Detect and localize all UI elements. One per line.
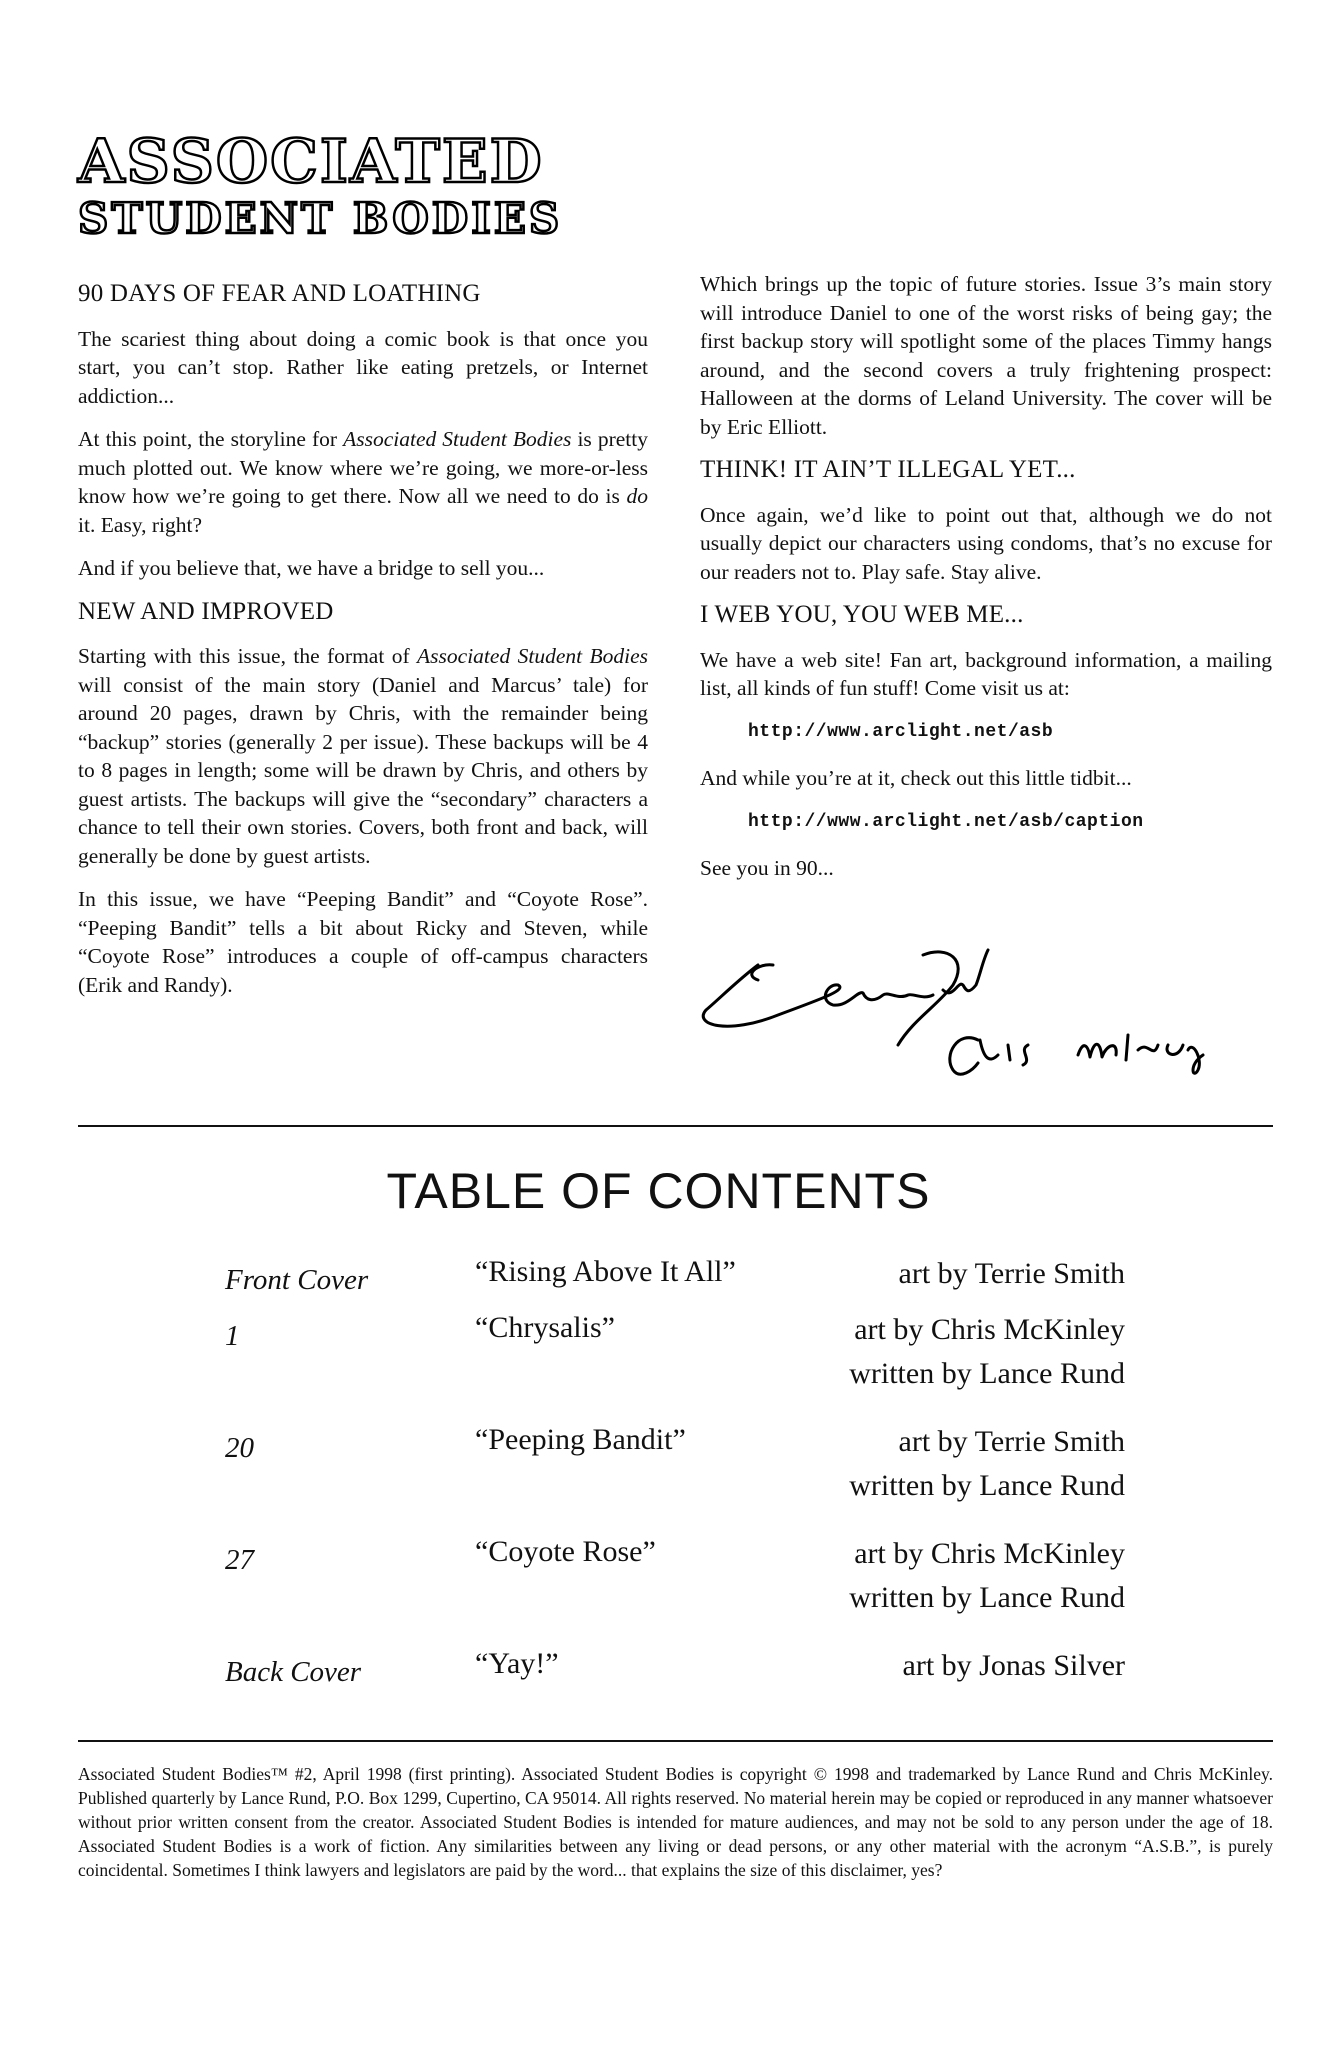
text: is pretty much plotted out. We know where we’re going, we more-or-less know how we’re going to get there. Now all we need to do is (78, 427, 648, 508)
right-column (700, 270, 1272, 898)
toc-row (225, 1252, 1125, 1308)
logo-line-2: STUDENT BODIES (78, 194, 563, 243)
title-italic: Associated Student Bodies (343, 427, 572, 451)
paragraph-tidbit: And while you’re at it, check out this little tidbit... (700, 766, 1132, 790)
toc-story: “Yay!” (475, 1647, 559, 1680)
toc-row (225, 1644, 1125, 1700)
toc-row (225, 1308, 1125, 1420)
do-italic: do (626, 484, 648, 508)
toc-credit (903, 1644, 1125, 1688)
text: At this point, the storyline for (78, 427, 344, 451)
divider-top (78, 1125, 1273, 1127)
paragraph-future-stories: Which brings up the topic of future stories. Issue 3’s main story will introduce Daniel to one of the worst risks of being gay; the first backup story will spotlight some of the places Timmy hangs around, and the second covers a truly frightening prospect: Halloween at the dorms of Leland University. The cover will be by Eric Elliott. (700, 272, 1272, 439)
paragraph-see-you: See you in 90... (700, 856, 834, 880)
toc-story: “Rising Above It All” (475, 1255, 736, 1288)
toc-credit-writer: written by Lance Rund (849, 1469, 1125, 1502)
toc-page: Front Cover (225, 1264, 369, 1296)
toc-credit-art: art by Terrie Smith (898, 1257, 1125, 1290)
text: will consist of the main story (Daniel and Marcus’ tale) for around 20 pages, drawn by Chris, with the remainder being “backup” stories (generally 2 per issue). These backups will be 4 to 8 pages in length; some will be drawn by Chris, and others by guest artists. The backups will give the “secondary” characters a chance to tell their own stories. Covers, both front and back, will generally be done by guest artists. (78, 672, 648, 868)
divider-bottom (78, 1740, 1273, 1742)
toc-page: 27 (225, 1544, 254, 1576)
toc-credit (849, 1532, 1125, 1620)
handwritten-signatures (698, 945, 1258, 1115)
toc-page: 1 (225, 1320, 240, 1352)
toc-credit-art: art by Terrie Smith (898, 1425, 1125, 1458)
toc-credit-art: art by Chris McKinley (854, 1313, 1125, 1346)
left-column (78, 276, 648, 1014)
toc-story: “Peeping Bandit” (475, 1423, 686, 1456)
heading-web: I WEB YOU, YOU WEB ME... (700, 601, 1024, 628)
paragraph-format (78, 642, 648, 870)
paragraph-storyline (78, 425, 648, 539)
logo-line-1: ASSOCIATED (78, 127, 544, 197)
website-url-link[interactable]: http://www.arclight.net/asb (748, 721, 1054, 742)
toc-credit-writer: written by Lance Rund (849, 1357, 1125, 1390)
table-of-contents (225, 1252, 1125, 1700)
toc-story: “Chrysalis” (475, 1311, 615, 1344)
text: Starting with this issue, the format of (78, 644, 418, 668)
caption-url-link[interactable]: http://www.arclight.net/asb/caption (748, 811, 1144, 832)
title-italic: Associated Student Bodies (417, 644, 649, 668)
toc-page: 20 (225, 1432, 254, 1464)
text: it. Easy, right? (78, 512, 202, 537)
paragraph-website: We have a web site! Fan art, background information, a mailing list, all kinds of fun stuff! Come visit us at: (700, 647, 1272, 700)
heading-fear-and-loathing: 90 DAYS OF FEAR AND LOATHING (78, 280, 481, 307)
toc-title: TABLE OF CONTENTS (386, 1163, 931, 1219)
paragraph-this-issue: In this issue, we have “Peeping Bandit” and “Coyote Rose”. “Peeping Bandit” tells a bit about Ricky and Steven, while “Coyote Rose” introduces a couple of off-campus characters (Erik and Randy). (78, 887, 648, 997)
toc-credit (849, 1308, 1125, 1396)
toc-row (225, 1420, 1125, 1532)
logo (78, 127, 618, 243)
toc-credit-writer: written by Lance Rund (849, 1581, 1125, 1614)
toc-credit (849, 1420, 1125, 1508)
paragraph-bridge: And if you believe that, we have a bridge to sell you... (78, 556, 545, 580)
disclaimer: Associated Student Bodies™ #2, April 1998 (first printing). Associated Student Bodies is copyright © 1998 and trademarked by Lance Rund and Chris McKinley. Published quarterly by Lance Rund, P.O. Box 1299, Cupertino, CA 95014. All rights reserved. No material herein may be copied or reproduced in any manner whatsoever without prior written consent from the creator. Associated Student Bodies is intended for mature audiences, and may not be sold to any person under the age of 18. Associated Student Bodies is a work of fiction. Any similarities between any living or dead persons, or any other material with the acronym “A.S.B.”, is purely coincidental. Sometimes I think lawyers and legislators are paid by the word... that explains the size of this disclaimer, yes? (78, 1764, 1273, 1880)
heading-new-and-improved: NEW AND IMPROVED (78, 597, 334, 625)
heading-think: THINK! IT AIN’T ILLEGAL YET... (700, 456, 1076, 483)
toc-page: Back Cover (225, 1656, 362, 1688)
toc-credit-art: art by Chris McKinley (854, 1537, 1125, 1570)
paragraph-scariest-thing: The scariest thing about doing a comic book is that once you start, you can’t stop. Rather like eating pretzels, or Internet addiction... (78, 326, 648, 408)
toc-credit (899, 1252, 1125, 1296)
toc-row (225, 1532, 1125, 1644)
paragraph-play-safe: Once again, we’d like to point out that, although we do not usually depict our characters using condoms, that’s no excuse for our readers not to. Play safe. Stay alive. (700, 502, 1272, 584)
toc-story: “Coyote Rose” (475, 1535, 656, 1568)
toc-credit-art: art by Jonas Silver (902, 1649, 1125, 1682)
